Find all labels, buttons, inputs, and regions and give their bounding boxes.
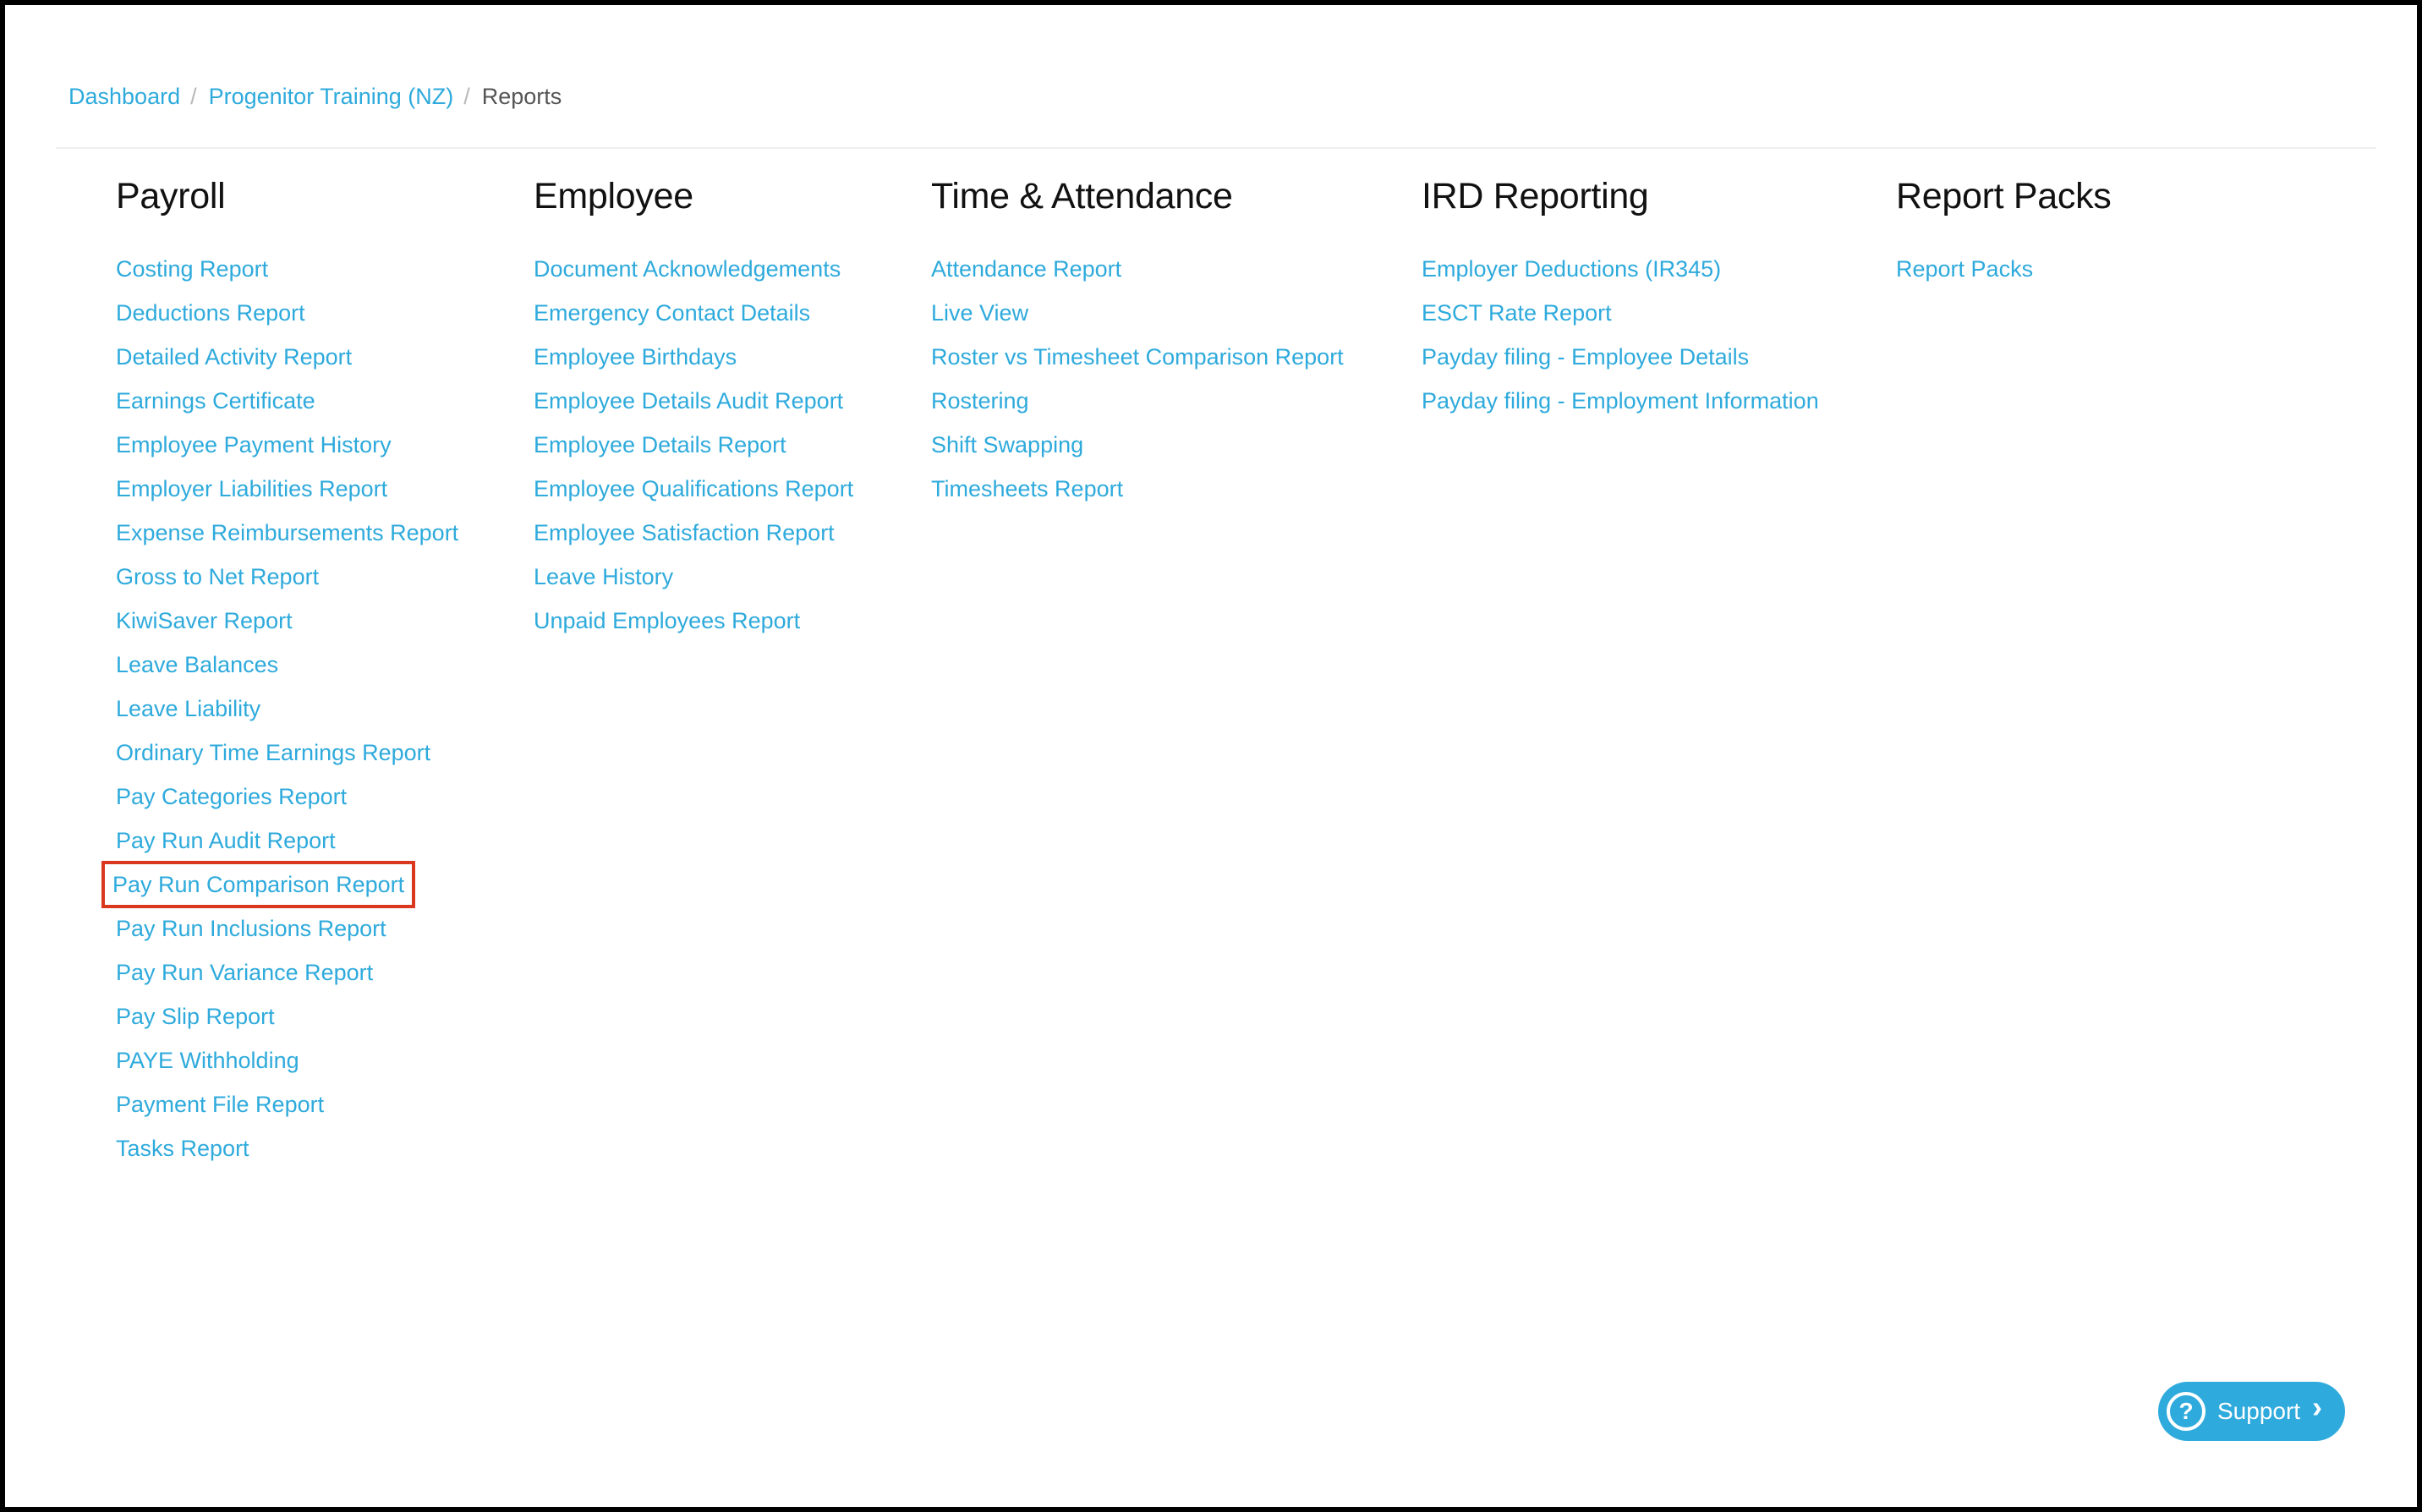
column-payroll bbox=[112, 171, 459, 1161]
report-link[interactable] bbox=[116, 1087, 458, 1131]
report-link[interactable] bbox=[931, 252, 1344, 296]
report-link-label: Timesheets Report bbox=[931, 476, 1124, 501]
report-link[interactable] bbox=[534, 340, 853, 384]
report-link-label: Payment File Report bbox=[116, 1092, 325, 1117]
time-attendance-report-list bbox=[931, 252, 1344, 516]
report-link[interactable] bbox=[116, 1000, 458, 1044]
report-link[interactable] bbox=[116, 428, 458, 472]
report-link[interactable] bbox=[116, 824, 458, 868]
report-link[interactable] bbox=[1422, 252, 1819, 296]
employee-report-list bbox=[534, 252, 853, 648]
report-link-label: Detailed Activity Report bbox=[116, 344, 353, 370]
header-divider bbox=[56, 147, 2376, 149]
report-link[interactable] bbox=[116, 252, 458, 296]
report-link[interactable] bbox=[534, 384, 853, 428]
column-ird-reporting bbox=[1422, 171, 1819, 414]
report-link[interactable] bbox=[931, 296, 1344, 340]
report-link[interactable] bbox=[116, 692, 458, 736]
column-title-ird-reporting: IRD Reporting bbox=[1422, 176, 1649, 216]
report-link[interactable] bbox=[116, 340, 458, 384]
report-link-label: Payday filing - Employment Information bbox=[1422, 388, 1819, 414]
report-link[interactable] bbox=[1422, 340, 1819, 384]
report-link[interactable] bbox=[116, 1044, 458, 1087]
report-link[interactable] bbox=[116, 912, 458, 956]
report-link[interactable] bbox=[931, 428, 1344, 472]
report-link-label: Employer Deductions (IR345) bbox=[1422, 256, 1722, 282]
report-packs-list bbox=[1896, 252, 2033, 296]
report-link[interactable] bbox=[931, 384, 1344, 428]
report-link-label: Employer Liabilities Report bbox=[116, 476, 388, 501]
column-title-employee: Employee bbox=[534, 176, 693, 216]
report-link-label: Pay Run Audit Report bbox=[116, 828, 336, 853]
report-link-label: PAYE Withholding bbox=[116, 1048, 299, 1073]
report-link[interactable] bbox=[534, 428, 853, 472]
support-label: Support bbox=[2217, 1398, 2301, 1424]
chevron-right-icon: › bbox=[2312, 1389, 2322, 1424]
report-link-label: Shift Swapping bbox=[931, 432, 1084, 457]
report-link-label: Pay Run Variance Report bbox=[116, 960, 374, 985]
report-link[interactable] bbox=[1422, 296, 1819, 340]
report-link-label: Ordinary Time Earnings Report bbox=[116, 740, 431, 765]
column-employee bbox=[534, 171, 854, 633]
breadcrumb-separator: / bbox=[190, 84, 197, 109]
report-link-label: Live View bbox=[931, 300, 1029, 326]
report-link-label: Employee Details Audit Report bbox=[534, 388, 844, 414]
report-link-label: ESCT Rate Report bbox=[1422, 300, 1612, 326]
column-time-attendance bbox=[931, 171, 1344, 501]
report-link-label: KiwiSaver Report bbox=[116, 608, 293, 633]
report-link-label: Leave History bbox=[534, 564, 674, 589]
report-link-label: Deductions Report bbox=[116, 300, 305, 326]
report-link[interactable] bbox=[534, 472, 853, 516]
report-link-label: Leave Balances bbox=[116, 652, 279, 677]
report-link[interactable] bbox=[534, 516, 853, 560]
report-link-label: Document Acknowledgements bbox=[534, 256, 841, 282]
report-link[interactable] bbox=[116, 472, 458, 516]
report-link[interactable] bbox=[534, 296, 853, 340]
report-link[interactable] bbox=[534, 604, 853, 648]
report-link[interactable] bbox=[1422, 384, 1819, 428]
report-link-label: Leave Liability bbox=[116, 696, 261, 721]
report-link-label: Employee Birthdays bbox=[534, 344, 737, 370]
report-link[interactable] bbox=[931, 472, 1344, 516]
ird-reporting-report-list bbox=[1422, 252, 1819, 428]
payroll-report-list bbox=[112, 252, 459, 1175]
report-link-label: Pay Run Comparison Report bbox=[105, 864, 412, 905]
report-link[interactable] bbox=[534, 252, 853, 296]
report-link-label: Unpaid Employees Report bbox=[534, 608, 801, 633]
report-link[interactable] bbox=[116, 780, 458, 824]
report-link-label: Roster vs Timesheet Comparison Report bbox=[931, 344, 1344, 370]
support-button[interactable] bbox=[2158, 1382, 2345, 1441]
report-link-label: Pay Run Inclusions Report bbox=[116, 916, 386, 941]
report-link[interactable] bbox=[116, 1131, 458, 1175]
report-link-label: Employee Details Report bbox=[534, 432, 786, 457]
report-link[interactable] bbox=[931, 340, 1344, 384]
report-link-label: Earnings Certificate bbox=[116, 388, 315, 414]
report-link-label: Pay Slip Report bbox=[116, 1004, 275, 1029]
report-link-label: Employee Qualifications Report bbox=[534, 476, 854, 501]
breadcrumb-current: Reports bbox=[481, 84, 562, 109]
breadcrumb-business[interactable]: Progenitor Training (NZ) bbox=[208, 84, 454, 109]
report-link-label: Payday filing - Employee Details bbox=[1422, 344, 1750, 370]
report-link[interactable] bbox=[116, 296, 458, 340]
report-link-label: Gross to Net Report bbox=[116, 564, 320, 589]
report-link[interactable] bbox=[116, 604, 458, 648]
column-title-payroll: Payroll bbox=[116, 176, 226, 216]
column-report-packs bbox=[1896, 171, 2112, 282]
report-link[interactable] bbox=[116, 648, 458, 692]
report-link[interactable] bbox=[116, 516, 458, 560]
report-link[interactable] bbox=[116, 736, 458, 780]
report-link[interactable] bbox=[116, 560, 458, 604]
report-link-label: Report Packs bbox=[1896, 256, 2034, 282]
column-title-time-attendance: Time & Attendance bbox=[931, 176, 1233, 216]
report-link-label: Attendance Report bbox=[931, 256, 1122, 282]
report-link-label: Pay Categories Report bbox=[116, 784, 348, 809]
breadcrumb bbox=[68, 79, 562, 113]
report-link[interactable] bbox=[1896, 252, 2033, 296]
question-circle-icon: ? bbox=[2167, 1392, 2206, 1431]
report-link[interactable] bbox=[116, 384, 458, 428]
breadcrumb-separator: / bbox=[463, 84, 470, 109]
report-link-label: Expense Reimbursements Report bbox=[116, 520, 459, 545]
column-title-report-packs: Report Packs bbox=[1896, 176, 2112, 216]
report-link[interactable] bbox=[116, 956, 458, 1000]
report-link-label: Emergency Contact Details bbox=[534, 300, 811, 326]
breadcrumb-dashboard[interactable]: Dashboard bbox=[68, 84, 181, 109]
report-link-highlighted[interactable] bbox=[112, 868, 458, 912]
report-link[interactable] bbox=[534, 560, 853, 604]
report-link-label: Costing Report bbox=[116, 256, 269, 282]
report-link-label: Employee Satisfaction Report bbox=[534, 520, 835, 545]
report-link-label: Rostering bbox=[931, 388, 1029, 414]
report-link-label: Tasks Report bbox=[116, 1136, 249, 1161]
report-link-label: Employee Payment History bbox=[116, 432, 392, 457]
